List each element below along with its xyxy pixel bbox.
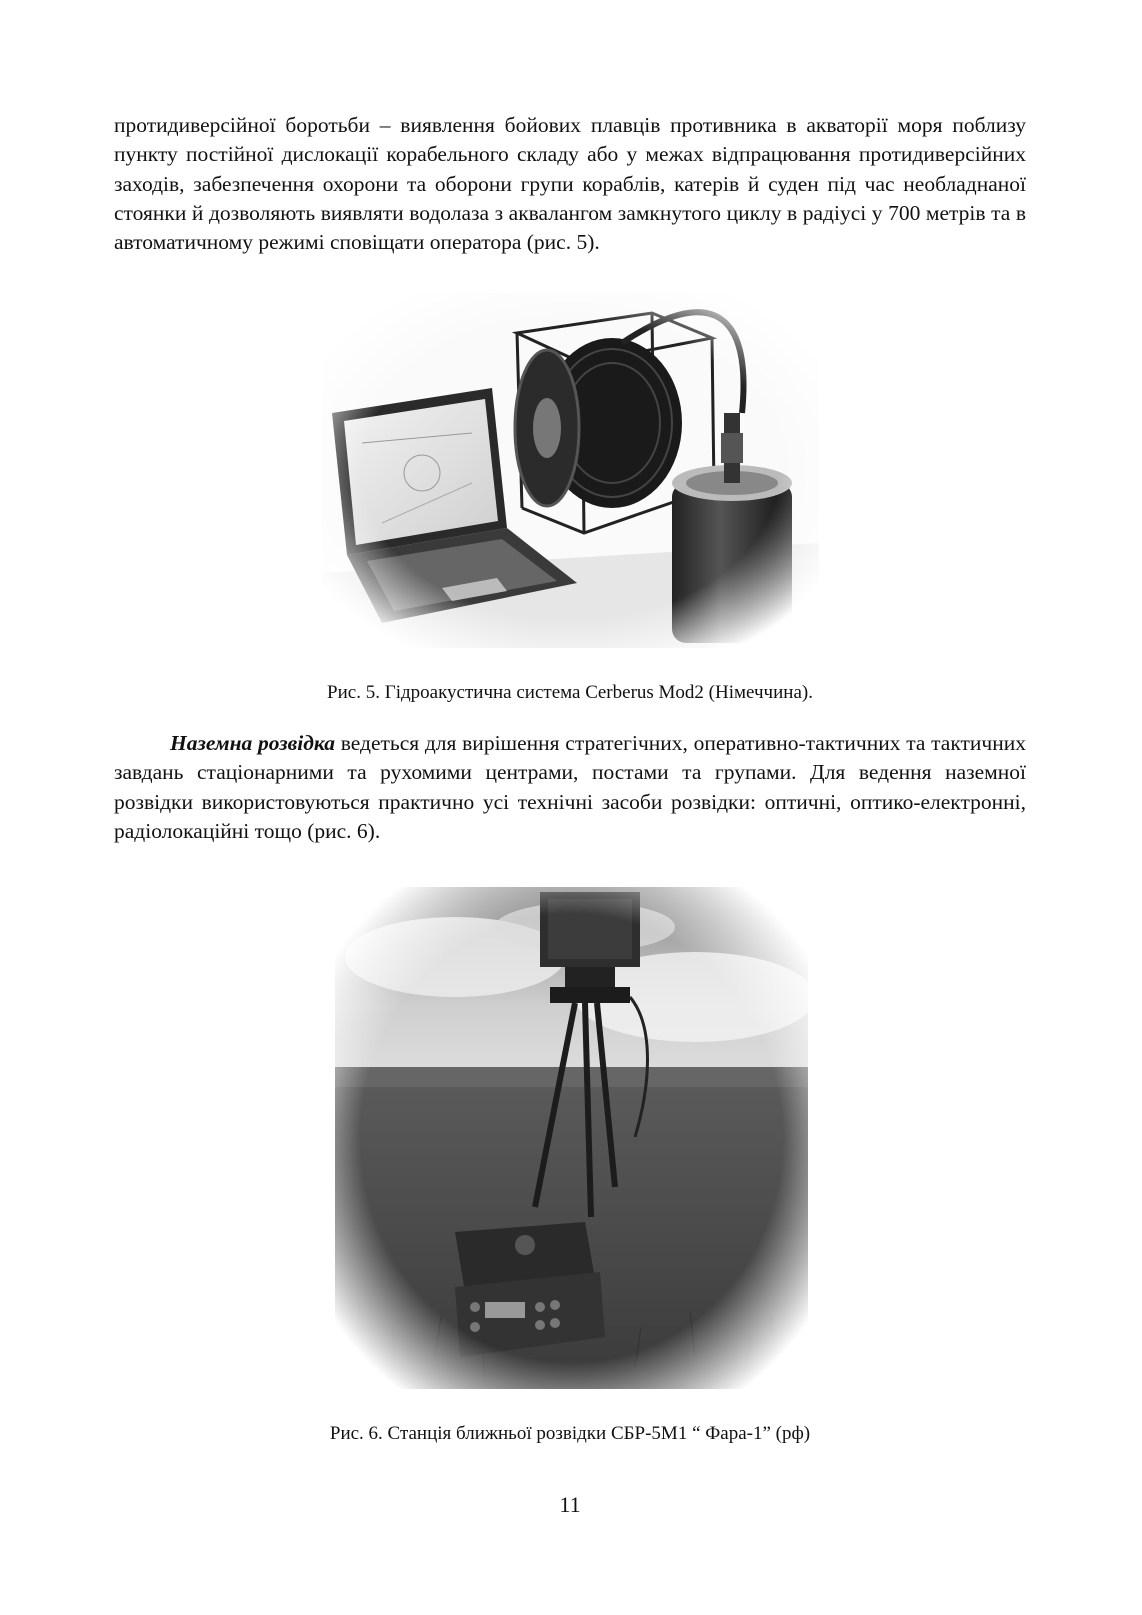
- figure-5-caption: Рис. 5. Гідроакустична система Cerberus Mod2 (Німеччина).: [327, 682, 813, 703]
- paragraph-2-body: ведеться для вирішення стратегічних, оперативно-тактичних та тактичних завдань стаціонарними та рухомими центрами, постами та групами. Для ведення наземної розвідки використовуються практично усі технічні засоби розвідки: оптичні, оптико-електронні, радіолокаційні тощо (рис. 6).: [114, 731, 1026, 843]
- figure-6-caption: Рис. 6. Станція ближньої розвідки СБР-5М1 “ Фара-1” (рф): [329, 1423, 811, 1444]
- paragraph-continuation: протидиверсійної боротьби – виявлення бойових плавців противника в акваторії моря поблизу пункту постійної дислокації корабельного складу або у межах відпрацювання протидиверсійних заходів, забезпечення охорони та оборони групи кораблів, катерів й суден під час необладнаної стоянки й дозволяють виявляти водолаза з аквалангом замкнутого циклу в радіусі у 700 метрів та в автоматичному режимі сповіщати оператора (рис. 5).: [114, 113, 1026, 255]
- figure-6-radar-station-photo: [335, 887, 808, 1389]
- paragraph-ground-reconnaissance: [114, 729, 1026, 846]
- page-number: 11: [559, 1492, 581, 1517]
- figure-5-cerberus-system-photo: [322, 293, 819, 648]
- term-ground-reconnaissance: Наземна розвідка: [170, 731, 335, 755]
